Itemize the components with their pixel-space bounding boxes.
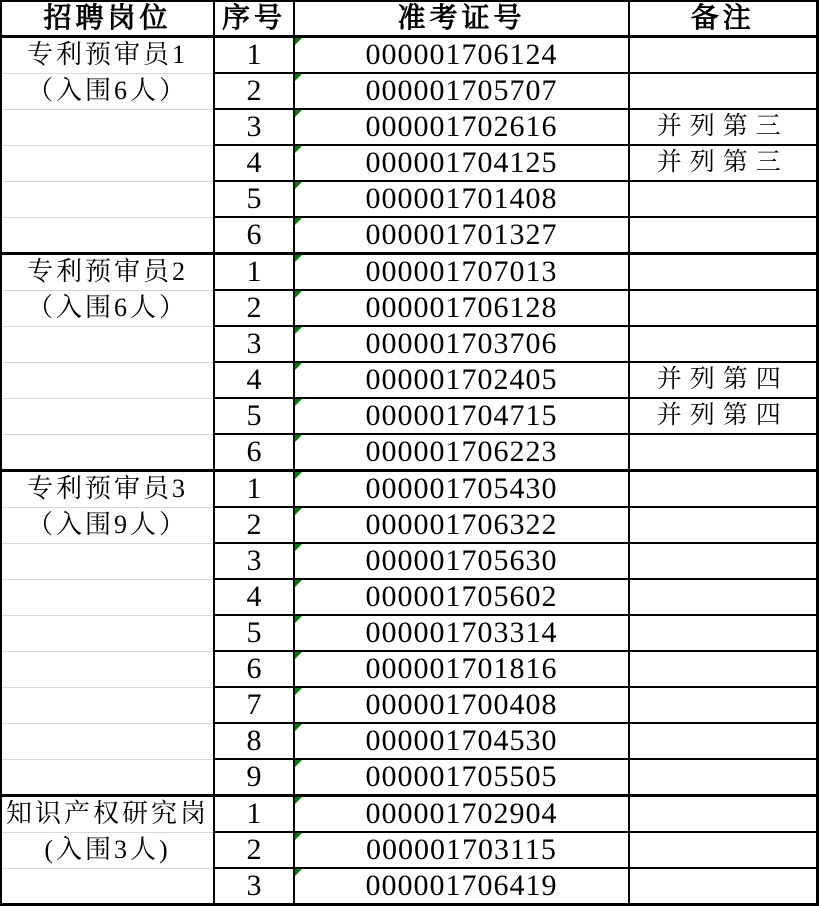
position-name-cell: 知识产权研究岗 — [1, 796, 214, 833]
ticket-number: 000001705602 — [365, 580, 558, 613]
number-stored-as-text-indicator-icon — [295, 472, 302, 479]
candidate-row — [1, 723, 817, 759]
serial-number-cell: 5 — [214, 181, 294, 217]
serial-number-cell: 1 — [214, 254, 294, 291]
remark-cell — [629, 543, 817, 579]
ticket-number: 000001706322 — [365, 508, 558, 541]
candidate-row — [1, 507, 817, 543]
number-stored-as-text-indicator-icon — [295, 291, 302, 298]
serial-number-cell: 2 — [214, 507, 294, 543]
position-empty-cell — [1, 723, 214, 759]
remark-cell — [629, 507, 817, 543]
ticket-number: 000001700408 — [365, 688, 558, 721]
remark-cell — [629, 181, 817, 217]
ticket-number: 000001703314 — [365, 616, 558, 649]
ticket-number: 000001702616 — [365, 110, 558, 143]
table-body — [1, 37, 817, 905]
ticket-number-cell — [294, 507, 629, 543]
number-stored-as-text-indicator-icon — [295, 580, 302, 587]
serial-number-cell: 6 — [214, 217, 294, 254]
serial-number-cell: 1 — [214, 37, 294, 74]
ticket-number: 000001701816 — [365, 652, 558, 685]
candidate-row — [1, 615, 817, 651]
candidate-row — [1, 326, 817, 362]
ticket-number: 000001704715 — [365, 399, 558, 432]
position-empty-cell — [1, 543, 214, 579]
position-empty-cell — [1, 615, 214, 651]
position-empty-cell — [1, 687, 214, 723]
header-serial-number: 序号 — [214, 1, 294, 37]
header-position: 招聘岗位 — [1, 1, 214, 37]
ticket-number: 000001705430 — [365, 472, 558, 505]
candidate-row — [1, 254, 817, 291]
number-stored-as-text-indicator-icon — [295, 869, 302, 876]
position-quota-cell: （入围6人） — [1, 73, 214, 109]
remark-cell: 并列第三 — [629, 145, 817, 181]
candidate-row — [1, 759, 817, 796]
ticket-number-cell — [294, 145, 629, 181]
position-empty-cell — [1, 868, 214, 905]
position-quota-cell: (入围3人) — [1, 832, 214, 868]
remark-cell — [629, 37, 817, 74]
ticket-number: 000001706124 — [365, 38, 558, 71]
number-stored-as-text-indicator-icon — [295, 616, 302, 623]
remark-cell — [629, 832, 817, 868]
header-remark: 备注 — [629, 1, 817, 37]
ticket-number: 000001705505 — [365, 760, 558, 793]
serial-number-cell: 3 — [214, 109, 294, 145]
serial-number-cell: 5 — [214, 398, 294, 434]
remark-cell: 并列第四 — [629, 362, 817, 398]
ticket-number-cell — [294, 868, 629, 905]
number-stored-as-text-indicator-icon — [295, 182, 302, 189]
ticket-number: 000001704125 — [365, 146, 558, 179]
serial-number-cell: 7 — [214, 687, 294, 723]
ticket-number: 000001706419 — [365, 869, 558, 902]
serial-number-cell: 9 — [214, 759, 294, 796]
candidate-row — [1, 868, 817, 905]
serial-number-cell: 3 — [214, 326, 294, 362]
remark-cell — [629, 579, 817, 615]
serial-number-cell: 4 — [214, 362, 294, 398]
candidate-row — [1, 687, 817, 723]
ticket-number-cell — [294, 832, 629, 868]
remark-cell — [629, 217, 817, 254]
ticket-number: 000001703706 — [365, 327, 558, 360]
ticket-number-cell — [294, 579, 629, 615]
ticket-number-cell — [294, 471, 629, 508]
ticket-number-cell — [294, 434, 629, 471]
ticket-number: 000001702904 — [365, 797, 558, 830]
ticket-number-cell — [294, 398, 629, 434]
ticket-number: 000001706223 — [365, 435, 558, 468]
number-stored-as-text-indicator-icon — [295, 110, 302, 117]
serial-number-cell: 8 — [214, 723, 294, 759]
remark-cell — [629, 73, 817, 109]
number-stored-as-text-indicator-icon — [295, 218, 302, 225]
number-stored-as-text-indicator-icon — [295, 146, 302, 153]
remark-cell — [629, 290, 817, 326]
candidate-row — [1, 217, 817, 254]
ticket-number-cell — [294, 615, 629, 651]
ticket-number-cell — [294, 759, 629, 796]
candidate-row — [1, 290, 817, 326]
position-empty-cell — [1, 326, 214, 362]
ticket-number: 000001701327 — [365, 218, 558, 251]
remark-cell — [629, 471, 817, 508]
remark-cell — [629, 651, 817, 687]
candidate-row — [1, 398, 817, 434]
position-empty-cell — [1, 217, 214, 254]
number-stored-as-text-indicator-icon — [295, 399, 302, 406]
number-stored-as-text-indicator-icon — [295, 760, 302, 767]
candidate-row — [1, 651, 817, 687]
position-empty-cell — [1, 651, 214, 687]
ticket-number: 000001704530 — [365, 724, 558, 757]
header-row — [1, 1, 817, 37]
candidate-row — [1, 543, 817, 579]
candidate-row — [1, 37, 817, 74]
candidate-row — [1, 109, 817, 145]
position-name-cell: 专利预审员2 — [1, 254, 214, 291]
candidate-row — [1, 796, 817, 833]
candidate-row — [1, 145, 817, 181]
ticket-number-cell — [294, 181, 629, 217]
position-empty-cell — [1, 579, 214, 615]
number-stored-as-text-indicator-icon — [295, 724, 302, 731]
ticket-number: 000001702405 — [365, 363, 558, 396]
ticket-number: 000001703115 — [366, 833, 557, 866]
number-stored-as-text-indicator-icon — [295, 688, 302, 695]
serial-number-cell: 3 — [214, 868, 294, 905]
ticket-number: 000001705630 — [365, 544, 558, 577]
ticket-number: 000001707013 — [365, 255, 558, 288]
number-stored-as-text-indicator-icon — [295, 435, 302, 442]
serial-number-cell: 2 — [214, 832, 294, 868]
serial-number-cell: 4 — [214, 145, 294, 181]
serial-number-cell: 1 — [214, 796, 294, 833]
serial-number-cell: 4 — [214, 579, 294, 615]
candidate-row — [1, 181, 817, 217]
position-empty-cell — [1, 362, 214, 398]
position-empty-cell — [1, 759, 214, 796]
position-empty-cell — [1, 181, 214, 217]
remark-cell — [629, 434, 817, 471]
position-empty-cell — [1, 109, 214, 145]
candidate-row — [1, 362, 817, 398]
number-stored-as-text-indicator-icon — [295, 74, 302, 81]
position-name-cell: 专利预审员3 — [1, 471, 214, 508]
position-empty-cell — [1, 434, 214, 471]
serial-number-cell: 2 — [214, 290, 294, 326]
number-stored-as-text-indicator-icon — [295, 652, 302, 659]
remark-cell — [629, 868, 817, 905]
number-stored-as-text-indicator-icon — [295, 797, 302, 804]
candidate-row — [1, 73, 817, 109]
remark-cell — [629, 796, 817, 833]
position-quota-cell: （入围9人） — [1, 507, 214, 543]
remark-cell — [629, 254, 817, 291]
ticket-number: 000001706128 — [365, 291, 558, 324]
remark-cell — [629, 723, 817, 759]
ticket-number-cell — [294, 109, 629, 145]
ticket-number-cell — [294, 651, 629, 687]
ticket-number-cell — [294, 217, 629, 254]
ticket-number-cell — [294, 73, 629, 109]
number-stored-as-text-indicator-icon — [295, 508, 302, 515]
remark-cell: 并列第四 — [629, 398, 817, 434]
remark-cell: 并列第三 — [629, 109, 817, 145]
remark-cell — [629, 615, 817, 651]
candidate-row — [1, 471, 817, 508]
ticket-number-cell — [294, 796, 629, 833]
ticket-number: 000001701408 — [365, 182, 558, 215]
ticket-number-cell — [294, 687, 629, 723]
position-empty-cell — [1, 145, 214, 181]
serial-number-cell: 5 — [214, 615, 294, 651]
remark-cell — [629, 687, 817, 723]
ticket-number: 000001705707 — [365, 74, 558, 107]
ticket-number-cell — [294, 543, 629, 579]
serial-number-cell: 1 — [214, 471, 294, 508]
header-ticket-number: 准考证号 — [294, 1, 629, 37]
number-stored-as-text-indicator-icon — [295, 255, 302, 262]
serial-number-cell: 2 — [214, 73, 294, 109]
candidate-row — [1, 434, 817, 471]
serial-number-cell: 3 — [214, 543, 294, 579]
candidate-row — [1, 579, 817, 615]
serial-number-cell: 6 — [214, 434, 294, 471]
ticket-number-cell — [294, 326, 629, 362]
position-quota-cell: （入围6人） — [1, 290, 214, 326]
position-empty-cell — [1, 398, 214, 434]
ticket-number-cell — [294, 254, 629, 291]
number-stored-as-text-indicator-icon — [295, 38, 302, 45]
number-stored-as-text-indicator-icon — [295, 327, 302, 334]
ticket-number-cell — [294, 362, 629, 398]
number-stored-as-text-indicator-icon — [295, 363, 302, 370]
ticket-number-cell — [294, 37, 629, 74]
remark-cell — [629, 759, 817, 796]
ticket-number-cell — [294, 290, 629, 326]
number-stored-as-text-indicator-icon — [295, 833, 302, 840]
serial-number-cell: 6 — [214, 651, 294, 687]
position-name-cell: 专利预审员1 — [1, 37, 214, 74]
ticket-number-cell — [294, 723, 629, 759]
remark-cell — [629, 326, 817, 362]
candidate-row — [1, 832, 817, 868]
number-stored-as-text-indicator-icon — [295, 544, 302, 551]
